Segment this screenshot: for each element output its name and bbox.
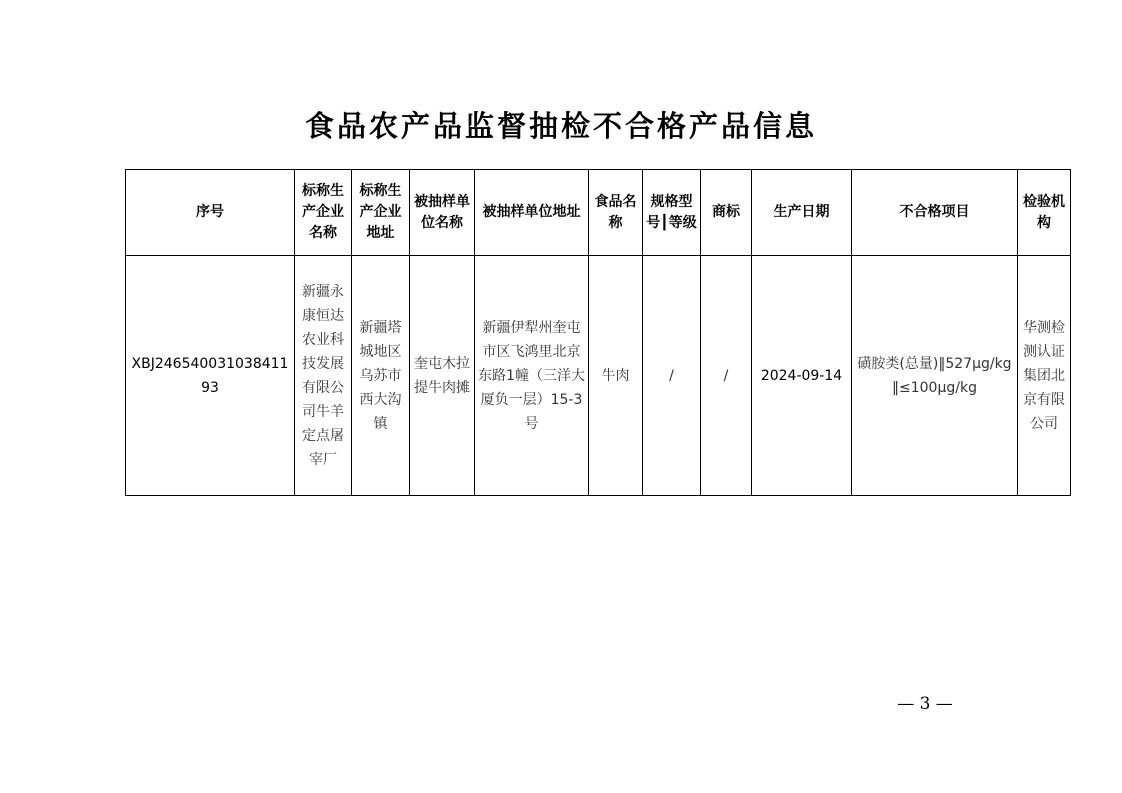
header-manufacturer-address: 标称生产企业地址 xyxy=(352,170,410,256)
header-inspection-agency: 检验机构 xyxy=(1018,170,1071,256)
header-food-name: 食品名称 xyxy=(589,170,643,256)
header-unqualified-item: 不合格项目 xyxy=(852,170,1018,256)
table-header-row xyxy=(126,170,1071,256)
table-row xyxy=(126,256,1071,496)
cell-manufacturer-address: 新疆塔城地区乌苏市西大沟镇 xyxy=(352,256,410,496)
header-trademark: 商标 xyxy=(701,170,752,256)
cell-serial: XBJ24654003103841193 xyxy=(126,256,295,496)
cell-sampled-unit-address: 新疆伊犁州奎屯市区飞鸿里北京东路1幢（三洋大厦负一层）15-3号 xyxy=(475,256,589,496)
header-production-date: 生产日期 xyxy=(752,170,852,256)
cell-food-name: 牛肉 xyxy=(589,256,643,496)
cell-production-date: 2024-09-14 xyxy=(752,256,852,496)
header-sampled-unit-name: 被抽样单位名称 xyxy=(410,170,475,256)
header-spec: 规格型号┃等级 xyxy=(643,170,701,256)
header-serial: 序号 xyxy=(126,170,295,256)
header-sampled-unit-address: 被抽样单位地址 xyxy=(475,170,589,256)
cell-inspection-agency: 华测检测认证集团北京有限公司 xyxy=(1018,256,1071,496)
header-manufacturer-name: 标称生产企业名称 xyxy=(295,170,352,256)
cell-spec: / xyxy=(643,256,701,496)
cell-unqualified-item: 磺胺类(总量)‖527μg/kg‖≤100μg/kg xyxy=(852,256,1018,496)
cell-trademark: / xyxy=(701,256,752,496)
unqualified-products-table xyxy=(125,169,1071,496)
page-number: — 3 — xyxy=(897,694,953,714)
document-title: 食品农产品监督抽检不合格产品信息 xyxy=(304,109,817,143)
cell-manufacturer-name: 新疆永康恒达农业科技发展有限公司牛羊定点屠宰厂 xyxy=(295,256,352,496)
cell-sampled-unit-name: 奎屯木拉提牛肉摊 xyxy=(410,256,475,496)
